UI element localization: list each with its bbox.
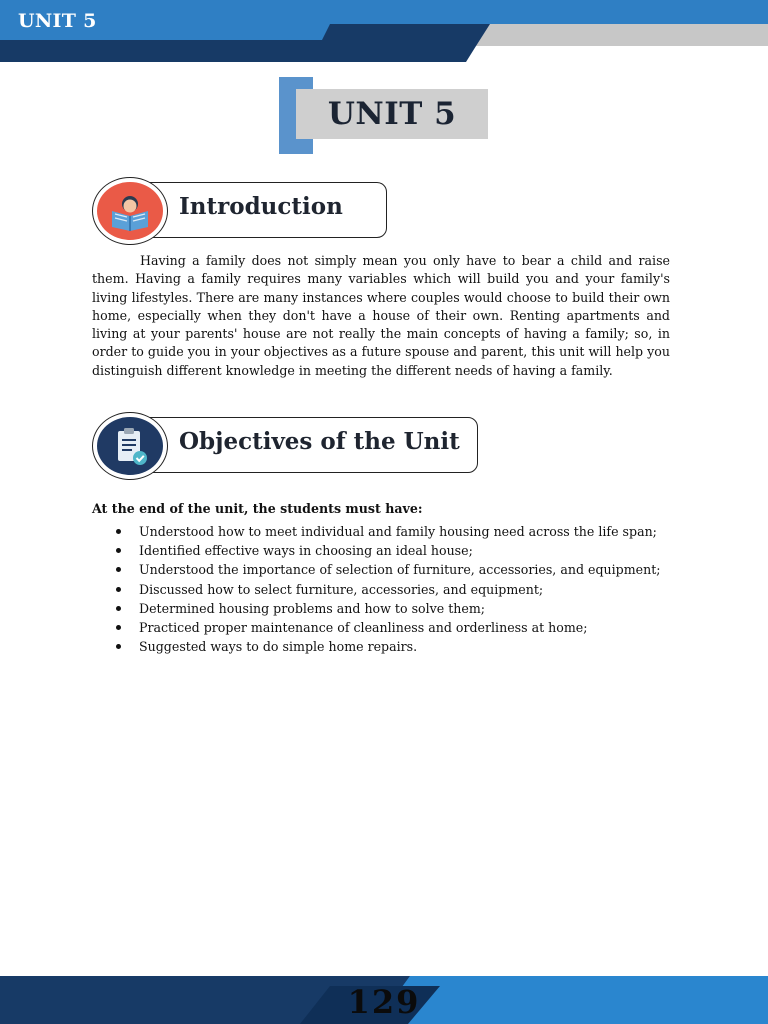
list-item: Determined housing problems and how to solve them;	[112, 599, 712, 618]
introduction-heading: Introduction	[179, 193, 343, 220]
page-number: 129	[347, 983, 421, 1021]
list-item: Understood the importance of selection of furniture, accessories, and equipment;	[112, 560, 712, 579]
list-item: Understood how to meet individual and family housing need across the life span;	[112, 522, 712, 541]
unit-title-box	[296, 89, 488, 139]
header-banner	[0, 0, 768, 62]
introduction-badge	[92, 177, 168, 245]
list-item: Discussed how to select furniture, accessories, and equipment;	[112, 580, 712, 599]
header-unit-label: UNIT 5	[18, 10, 97, 32]
list-item: Practiced proper maintenance of cleanliness and orderliness at home;	[112, 618, 712, 637]
objectives-heading: Objectives of the Unit	[179, 428, 460, 455]
objectives-badge	[92, 412, 168, 480]
objectives-lead: At the end of the unit, the students must have:	[92, 501, 423, 516]
reading-book-icon	[97, 182, 163, 240]
clipboard-check-icon	[97, 417, 163, 475]
introduction-paragraph: Having a family does not simply mean you only have to bear a child and raise them. Having a family requires many variables which will build you and your family's living lifestyles. There are many instances where couples would choose to build their own home, especially when they don't have a house of their own. Renting apartments and living at your parents' house are not really the main concepts of having a family; so, in order to guide you in your objectives as a future spouse and parent, this unit will help you distinguish different knowledge in meeting the different needs of having a family.	[92, 253, 670, 378]
page-title: UNIT 5	[327, 96, 457, 132]
list-item: Identified effective ways in choosing an ideal house;	[112, 541, 712, 560]
list-item: Suggested ways to do simple home repairs.	[112, 637, 712, 656]
objectives-list	[112, 522, 712, 656]
